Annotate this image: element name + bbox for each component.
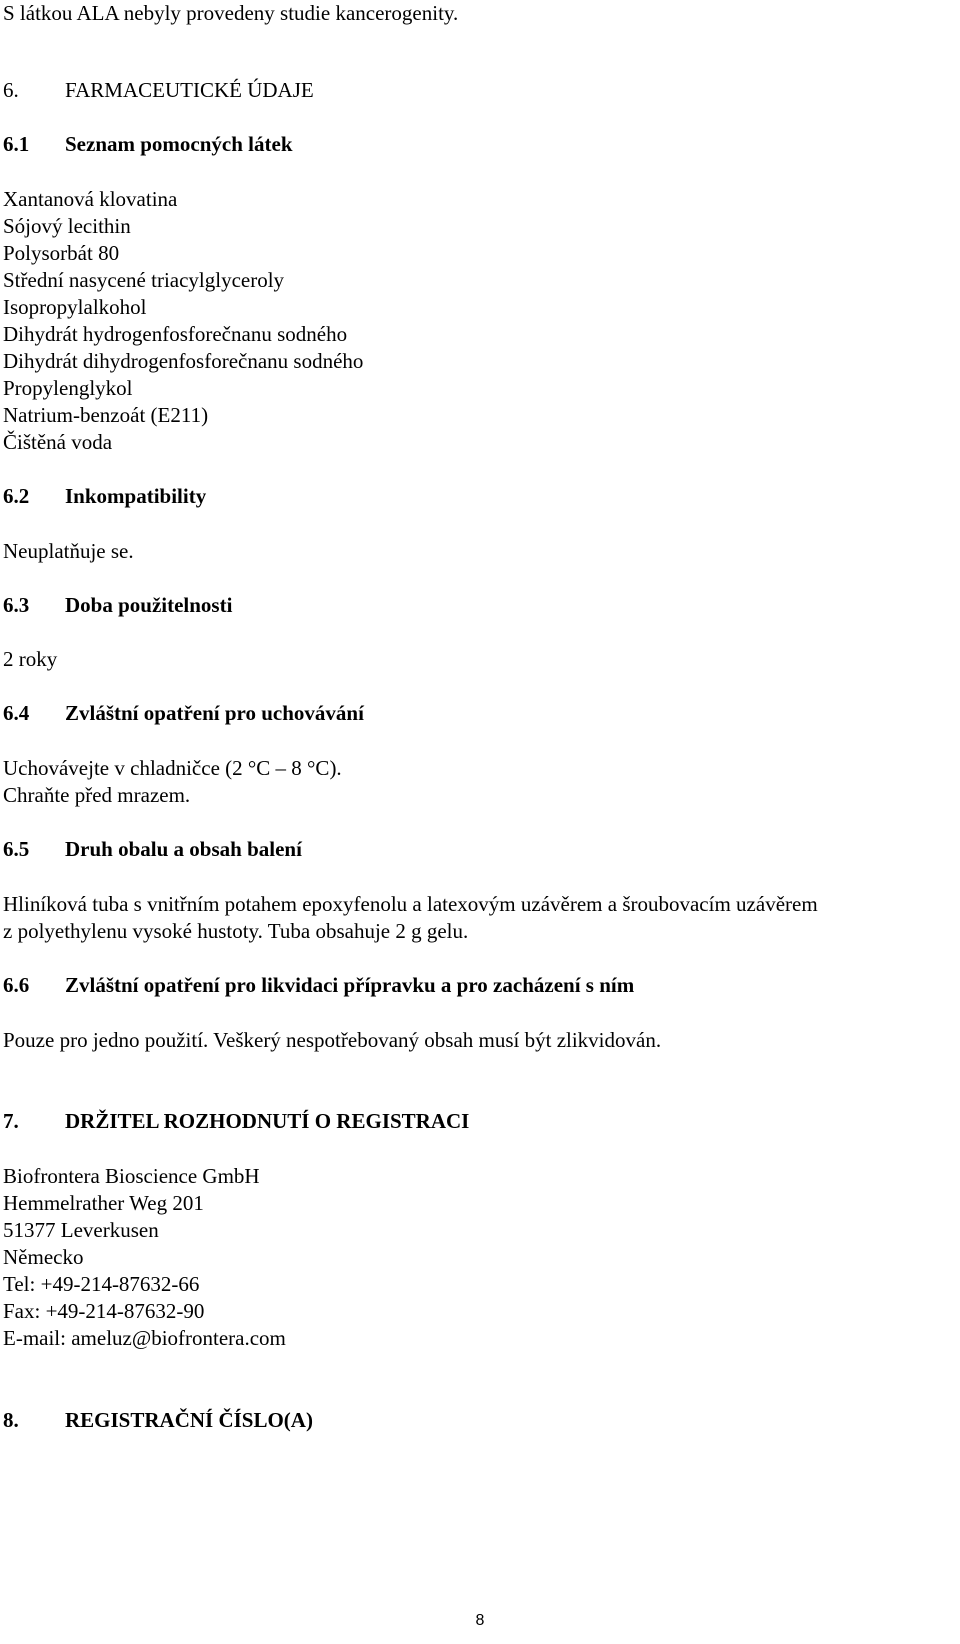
section-6-3-text: 2 roky <box>3 647 58 671</box>
section-6-6-text: Pouze pro jedno použití. Veškerý nespotřebovaný obsah musí být zlikvidován. <box>3 1028 662 1052</box>
holder-line: 51377 Leverkusen <box>3 1218 159 1242</box>
excipient-item: Střední nasycené triacylglyceroly <box>3 268 285 292</box>
section-7-title: DRŽITEL ROZHODNUTÍ O REGISTRACI <box>65 1109 470 1133</box>
section-6-4-line: Chraňte před mrazem. <box>3 783 191 807</box>
section-6-6-heading <box>3 972 634 998</box>
section-8-heading <box>3 1407 313 1433</box>
page-number: 8 <box>475 1612 485 1629</box>
intro-line: S látkou ALA nebyly provedeny studie kancerogenity. <box>3 1 459 25</box>
section-6-2-title: Inkompatibility <box>65 484 207 508</box>
section-6-4-number: 6.4 <box>3 701 30 725</box>
section-6-1-heading <box>3 131 293 157</box>
excipient-item: Natrium-benzoát (E211) <box>3 403 209 427</box>
section-6-6-number: 6.6 <box>3 973 30 997</box>
section-6-4-line: Uchovávejte v chladničce (2 °C – 8 °C). <box>3 756 342 780</box>
section-6-5-heading <box>3 836 302 862</box>
holder-line: Tel: +49-214-87632-66 <box>3 1272 200 1296</box>
section-6-6-title: Zvláštní opatření pro likvidaci přípravku a pro zacházení s ním <box>65 973 635 997</box>
section-6-4-heading <box>3 700 364 726</box>
section-7-heading <box>3 1108 469 1134</box>
section-6-1-title: Seznam pomocných látek <box>65 132 293 156</box>
excipient-item: Isopropylalkohol <box>3 295 147 319</box>
excipient-item: Xantanová klovatina <box>3 187 178 211</box>
holder-line: Hemmelrather Weg 201 <box>3 1191 204 1215</box>
section-6-5-title: Druh obalu a obsah balení <box>65 837 302 861</box>
section-7-number: 7. <box>3 1109 19 1133</box>
holder-line: Německo <box>3 1245 84 1269</box>
holder-line: Biofrontera Bioscience GmbH <box>3 1164 260 1188</box>
holder-line: Fax: +49-214-87632-90 <box>3 1299 205 1323</box>
excipient-item: Dihydrát dihydrogenfosforečnanu sodného <box>3 349 364 373</box>
section-6-title: FARMACEUTICKÉ ÚDAJE <box>65 78 314 102</box>
section-8-title: REGISTRAČNÍ ČÍSLO(A) <box>65 1408 313 1432</box>
excipient-item: Sójový lecithin <box>3 214 131 238</box>
section-6-heading <box>3 77 314 103</box>
excipient-item: Polysorbát 80 <box>3 241 120 265</box>
holder-line: E-mail: ameluz@biofrontera.com <box>3 1326 286 1350</box>
section-6-5-line: Hliníková tuba s vnitřním potahem epoxyfenolu a latexovým uzávěrem a šroubovacím uzávěrem <box>3 892 818 916</box>
excipient-item: Dihydrát hydrogenfosforečnanu sodného <box>3 322 348 346</box>
section-6-5-number: 6.5 <box>3 837 30 861</box>
section-6-number: 6. <box>3 78 19 102</box>
section-6-2-heading <box>3 483 206 509</box>
section-6-3-title: Doba použitelnosti <box>65 593 233 617</box>
section-8-number: 8. <box>3 1408 19 1432</box>
section-6-3-number: 6.3 <box>3 593 30 617</box>
section-6-2-text: Neuplatňuje se. <box>3 539 134 563</box>
section-6-2-number: 6.2 <box>3 484 30 508</box>
section-6-4-title: Zvláštní opatření pro uchovávání <box>65 701 364 725</box>
section-6-3-heading <box>3 592 232 618</box>
excipient-item: Propylenglykol <box>3 376 133 400</box>
section-6-5-line: z polyethylenu vysoké hustoty. Tuba obsahuje 2 g gelu. <box>3 919 469 943</box>
section-6-1-number: 6.1 <box>3 132 30 156</box>
excipient-item: Čištěná voda <box>3 430 113 454</box>
